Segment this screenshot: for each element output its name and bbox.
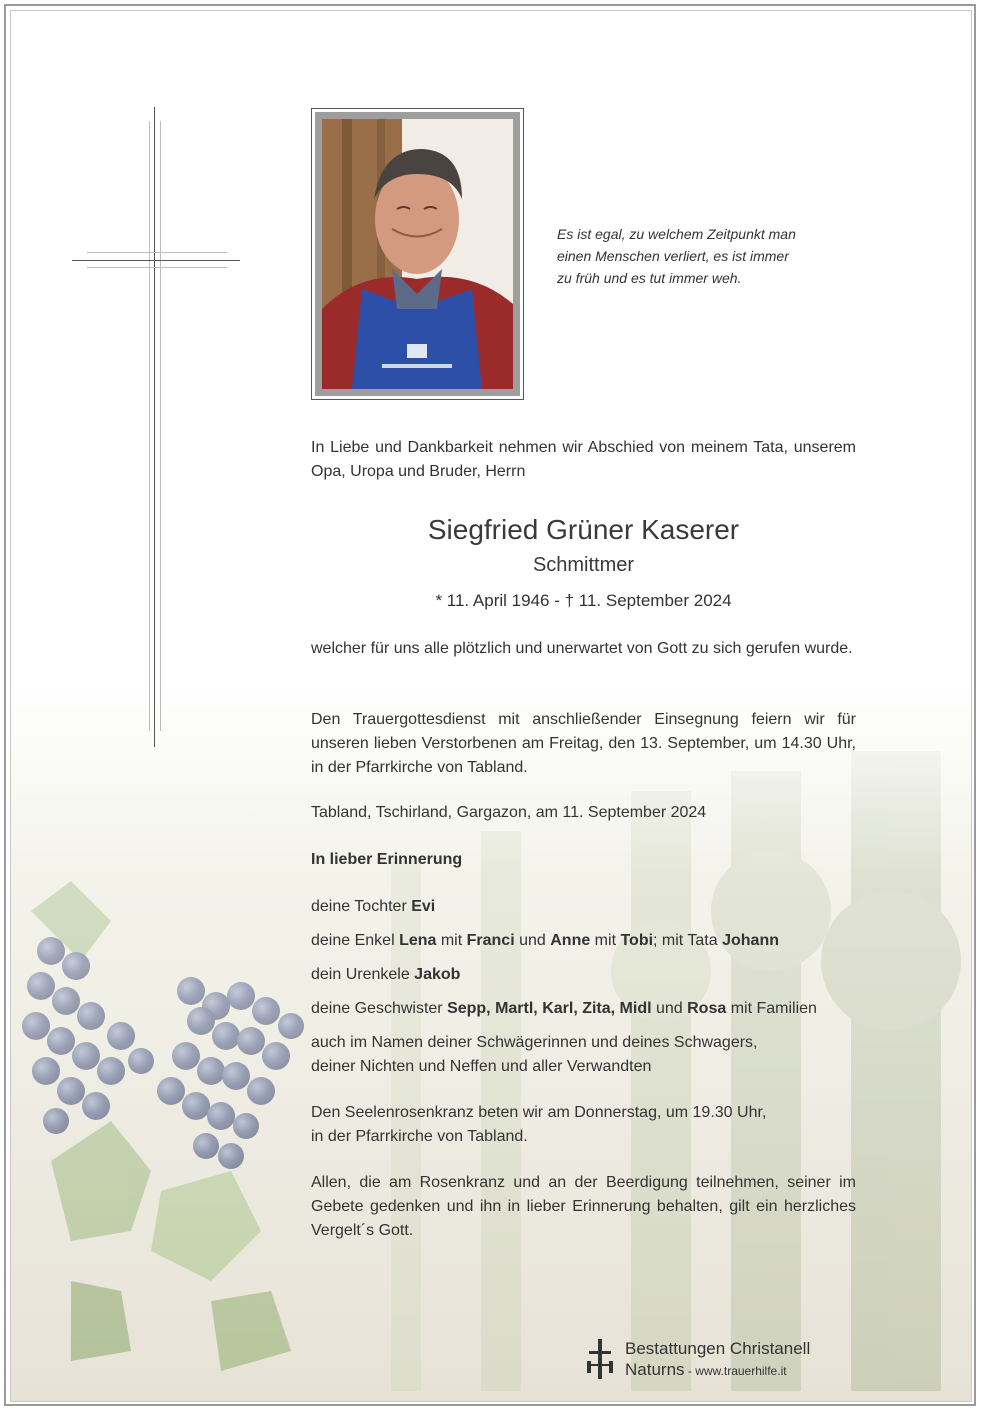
life-dates: * 11. April 1946 - † 11. September 2024 <box>435 591 732 610</box>
service-text: Den Trauergottesdienst mit anschließender Einsegnung feiern wir für unseren lieben Verstorbenen am Freitag, den 13. September, um 14.30 Uhr, in der Pfarrkirche von Tabland. <box>311 711 856 776</box>
rosary-text <box>311 1101 856 1149</box>
name: Jakob <box>414 966 461 983</box>
name: Anne <box>550 932 591 949</box>
quote-line: zu früh und es tut immer weh. <box>557 270 742 286</box>
separator: - <box>684 1364 696 1378</box>
rosary-line: in der Pfarrkirche von Tabland. <box>311 1128 528 1145</box>
family-great-grandchild <box>311 963 856 987</box>
name: Lena <box>399 932 437 949</box>
label: deine Enkel <box>311 932 400 949</box>
memory-heading: In lieber Erinnerung <box>311 851 463 868</box>
deceased-name: Siegfried Grüner Kaserer <box>427 514 740 545</box>
label: deine Geschwister <box>311 1000 448 1017</box>
name: Rosa <box>687 1000 727 1017</box>
rosary-line: Den Seelenrosenkranz beten wir am Donnerstag, um 19.30 Uhr, <box>311 1104 767 1121</box>
label: und <box>514 932 551 949</box>
relatives-line: deiner Nichten und Neffen und aller Verwandten <box>311 1058 652 1075</box>
name: Evi <box>411 898 436 915</box>
closing-text: Allen, die am Rosenkranz und an der Beerdigung teilnehmen, seiner im Gebete gedenken und ihn in lieber Erinnerung behalten, gilt ein herzliches Vergelt´s Gott. <box>311 1174 856 1239</box>
label: ; mit Tata <box>653 932 723 949</box>
cross-line <box>160 121 161 731</box>
cross-line <box>72 260 240 261</box>
company-location <box>625 1360 787 1380</box>
deceased-nickname: Schmittmer <box>532 554 635 576</box>
quote-line: einen Menschen verliert, es ist immer <box>557 248 789 264</box>
family-relatives <box>311 1031 856 1079</box>
label: mit Familien <box>726 1000 817 1017</box>
family-grandchildren <box>311 929 856 953</box>
label: und <box>651 1000 688 1017</box>
cross-line <box>87 267 227 268</box>
cross-icon <box>154 107 155 747</box>
label: deine Tochter <box>311 898 412 915</box>
label: mit <box>590 932 621 949</box>
name: Tobi <box>620 932 654 949</box>
website-link[interactable]: www.trauerhilfe.it <box>695 1364 787 1378</box>
name: Franci <box>466 932 515 949</box>
name: Johann <box>722 932 779 949</box>
quote <box>557 223 857 289</box>
card <box>10 10 972 1402</box>
location: Naturns <box>625 1360 685 1379</box>
cross-line <box>149 121 150 731</box>
family-siblings <box>311 997 856 1021</box>
funeral-home-logo-icon <box>585 1339 615 1379</box>
label: mit <box>436 932 467 949</box>
place-date: Tabland, Tschirland, Gargazon, am 11. September 2024 <box>311 804 707 821</box>
family-daughter <box>311 895 856 919</box>
portrait-photo <box>322 119 513 389</box>
name: Sepp, Martl, Karl, Zita, Midl <box>447 1000 652 1017</box>
intro-text: In Liebe und Dankbarkeit nehmen wir Abschied von meinem Tata, unserem Opa, Uropa und Bruder, Herrn <box>311 439 856 480</box>
death-text: welcher für uns alle plötzlich und unerwartet von Gott zu sich gerufen wurde. <box>311 640 853 657</box>
cross-line <box>87 252 227 253</box>
company-name: Bestattungen Christanell <box>625 1339 811 1358</box>
quote-line: Es ist egal, zu welchem Zeitpunkt man <box>557 226 796 242</box>
relatives-line: auch im Namen deiner Schwägerinnen und deines Schwagers, <box>311 1034 758 1051</box>
label: dein Urenkele <box>311 966 415 983</box>
